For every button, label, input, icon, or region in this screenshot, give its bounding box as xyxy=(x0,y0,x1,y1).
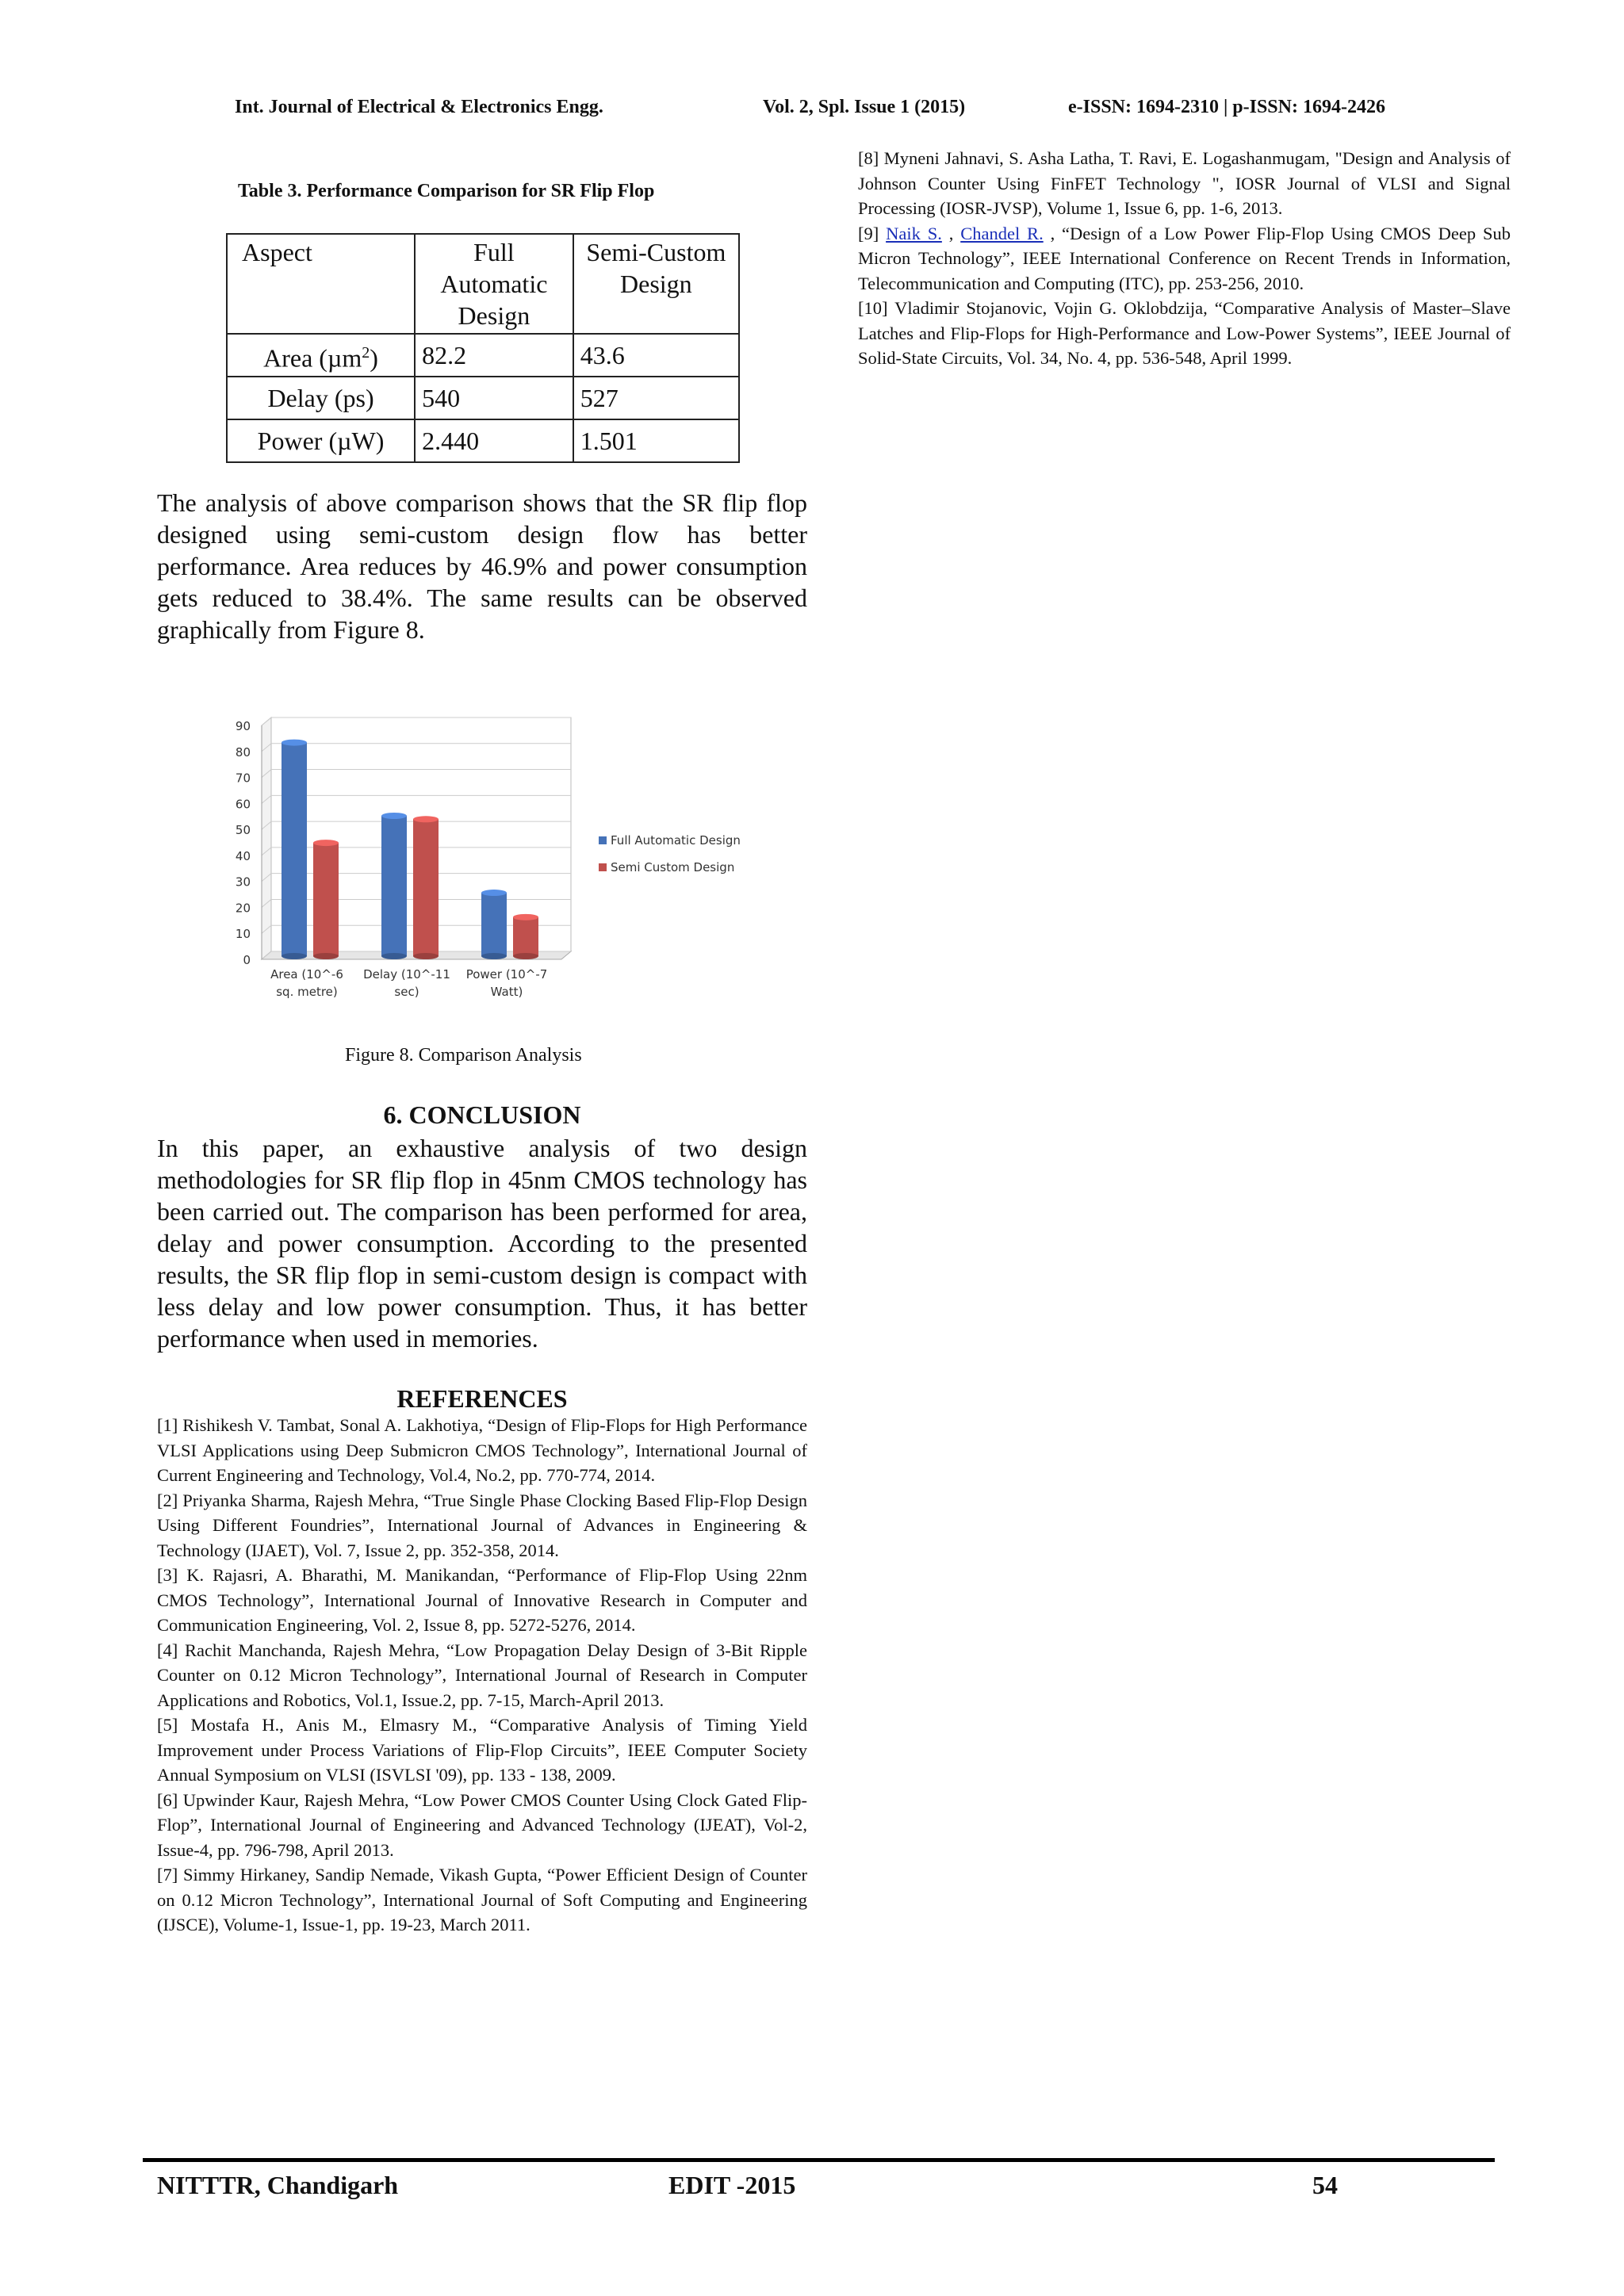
chart-bar-top xyxy=(513,914,538,920)
chart-bar-top xyxy=(381,813,407,819)
analysis-paragraph: The analysis of above comparison shows that the SR flip flop designed using semi-custom design flow has better performance. Area reduces by 46.9% and power consumption gets reduced to 38.4%. The same results can be observed graphically from Figure 8. xyxy=(157,488,807,644)
chart-bar xyxy=(413,819,439,956)
chart-y-tick: 10 xyxy=(235,927,251,942)
chart-bar xyxy=(313,843,339,956)
chart-y-tick: 50 xyxy=(235,823,251,838)
journal-volume: Vol. 2, Spl. Issue 1 (2015) xyxy=(763,97,966,117)
chart-legend-label: Full Automatic Design xyxy=(611,833,741,848)
footer-rule xyxy=(143,2158,1495,2162)
table-header-row xyxy=(227,234,739,334)
reference-item: [3] K. Rajasri, A. Bharathi, M. Manikandan, “Performance of Flip-Flop Using 22nm CMOS Technology”, International Journal of Innovative Research in Computer and Communication Engineering, Vol. 2, Issue 8, pp. 5272-5276, 2014. xyxy=(157,1565,807,1635)
row-full-value: 2.440 xyxy=(415,419,573,462)
chart-y-tick: 70 xyxy=(235,771,251,786)
references-heading: REFERENCES xyxy=(396,1384,568,1413)
references-left-column xyxy=(157,1413,807,1938)
chart-x-tick-labels xyxy=(270,967,547,999)
chart-bar-base xyxy=(481,953,507,959)
reference-item: [7] Simmy Hirkaney, Sandip Nemade, Vikash Gupta, “Power Efficient Design of Counter on 0.12 Micron Technology”, International Journal of Soft Computing and Engineering (IJSCE), Volume-1, Issue-1, pp. 19-23, March 2011. xyxy=(157,1865,807,1934)
chart-y-tick: 80 xyxy=(235,744,251,760)
footer-institute: NITTTR, Chandigarh xyxy=(157,2171,399,2199)
chart-bar xyxy=(282,743,307,956)
chart-bar-base xyxy=(313,953,339,959)
chart-x-tick: Power (10^-7 Watt) xyxy=(465,967,548,999)
row-semi-value: 527 xyxy=(573,377,739,419)
chart-bar xyxy=(481,893,507,956)
journal-name: Int. Journal of Electrical & Electronics Engg. xyxy=(235,97,603,117)
reference-item: [6] Upwinder Kaur, Rajesh Mehra, “Low Power CMOS Counter Using Clock Gated Flip-Flop”, International Journal of Engineering and Advanced Technology (IJEAT), Vol-2, Issue-4, pp. 796-798, April 2013. xyxy=(157,1789,807,1860)
footer-conference: EDIT -2015 xyxy=(668,2171,796,2199)
conclusion-paragraph: In this paper, an exhaustive analysis of two design methodologies for SR flip flop in 45nm CMOS technology has been carried out. The comparison has been performed for area, delay and power consumption. According to the presented results, the SR flip flop in semi-custom design is compact with less delay and low power consumption. Thus, it has better performance when used in memories. xyxy=(157,1134,807,1353)
chart-legend-swatch xyxy=(599,863,607,871)
chart-bar-top xyxy=(413,816,439,822)
chart-y-tick: 60 xyxy=(235,797,251,812)
reference-item: [4] Rachit Manchanda, Rajesh Mehra, “Low Propagation Delay Design of 3-Bit Ripple Counter on 0.12 Micron Technology”, International Journal of Research in Computer Applications and Robotics, Vol.1, Issue.2, pp. 7-15, March-April 2013. xyxy=(157,1640,807,1710)
chart-y-tick: 30 xyxy=(235,874,251,890)
chart-legend-label: Semi Custom Design xyxy=(611,860,735,874)
reference-item: [10] Vladimir Stojanovic, Vojin G. Oklobdzija, “Comparative Analysis of Master–Slave Latches and Flip-Flops for High-Performance and Low-Power Systems”, IEEE Journal of Solid-State Circuits, Vol. 34, No. 4, pp. 536-548, April 1999. xyxy=(858,298,1511,368)
header-aspect: Aspect xyxy=(227,234,415,334)
conclusion-heading: 6. CONCLUSION xyxy=(383,1100,581,1129)
figure-caption: Figure 8. Comparison Analysis xyxy=(345,1045,582,1066)
row-semi-value: 1.501 xyxy=(573,419,739,462)
table-row xyxy=(227,419,739,462)
chart-bar-base xyxy=(513,953,538,959)
header-full-automatic: Full Automatic Design xyxy=(415,234,573,334)
chart-bar xyxy=(381,816,407,956)
performance-table xyxy=(226,233,740,463)
chart-bar-top xyxy=(313,840,339,846)
chart-side-wall xyxy=(262,718,271,959)
row-aspect: Delay (ps) xyxy=(227,377,415,419)
table-caption: Table 3. Performance Comparison for SR Flip Flop xyxy=(238,181,655,201)
chart-legend-swatch xyxy=(599,836,607,844)
page-number: 54 xyxy=(1312,2171,1338,2199)
header-semi-custom: Semi-Custom Design xyxy=(573,234,739,334)
chart-bar xyxy=(513,917,538,956)
references-right-column xyxy=(858,146,1511,371)
comparison-bar-chart xyxy=(202,710,757,1015)
chart-bar-base xyxy=(282,953,307,959)
table-row xyxy=(227,377,739,419)
chart-bar-top xyxy=(481,890,507,896)
row-full-value: 540 xyxy=(415,377,573,419)
row-full-value: 82.2 xyxy=(415,334,573,377)
author-link-naik[interactable]: Naik S. xyxy=(886,223,942,243)
row-aspect: Area (µm$^2$) xyxy=(227,334,415,377)
reference-item: [8] Myneni Jahnavi, S. Asha Latha, T. Ravi, E. Logashanmugam, "Design and Analysis of Johnson Counter Using FinFET Technology ", IOSR Journal of VLSI and Signal Processing (IOSR-JVSP), Volume 1, Issue 6, pp. 1-6, 2013. xyxy=(858,148,1511,218)
reference-item: [1] Rishikesh V. Tambat, Sonal A. Lakhotiya, “Design of Flip-Flops for High Performance VLSI Applications using Deep Submicron CMOS Technology”, International Journal of Current Engineering and Technology, Vol.4, No.2, pp. 770-774, 2014. xyxy=(157,1415,807,1485)
chart-y-tick-labels xyxy=(236,719,251,967)
reference-item-9: [9] Naik S. , Chandel R. , “Design of a Low Power Flip-Flop Using CMOS Deep Sub Micron Technology”, IEEE International Conference on Recent Trends in Information, Telecommunication and Computing (ITC), pp. 253-256, 2010. xyxy=(858,223,1511,293)
chart-y-tick: 0 xyxy=(243,953,251,967)
chart-legend xyxy=(599,833,741,874)
reference-item: [5] Mostafa H., Anis M., Elmasry M., “Comparative Analysis of Timing Yield Improvement under Process Variations of Flip-Flop Circuits”, IEEE Computer Society Annual Symposium on VLSI (ISVLSI '09), pp. 133 - 138, 2009. xyxy=(157,1715,807,1785)
reference-item: [2] Priyanka Sharma, Rajesh Mehra, “True Single Phase Clocking Based Flip-Flop Design Using Different Foundries”, International Journal of Advances in Engineering & Technology (IJAET), Vol. 7, Issue 2, pp. 352-358, 2014. xyxy=(157,1490,807,1560)
author-link-chandel[interactable]: Chandel R. xyxy=(960,223,1044,243)
row-aspect: Power (µW) xyxy=(227,419,415,462)
chart-y-tick: 40 xyxy=(235,848,251,863)
chart-y-tick: 90 xyxy=(235,719,251,733)
chart-bar-top xyxy=(282,740,307,746)
chart-y-tick: 20 xyxy=(235,901,251,916)
chart-x-tick: Area (10^-6 sq. metre) xyxy=(270,967,343,999)
chart-bar-base xyxy=(413,953,439,959)
journal-issn: e-ISSN: 1694-2310 | p-ISSN: 1694-2426 xyxy=(1068,97,1385,117)
table-row xyxy=(227,334,739,377)
row-semi-value: 43.6 xyxy=(573,334,739,377)
chart-bar-base xyxy=(381,953,407,959)
chart-x-tick: Delay (10^-11 sec) xyxy=(363,967,450,999)
